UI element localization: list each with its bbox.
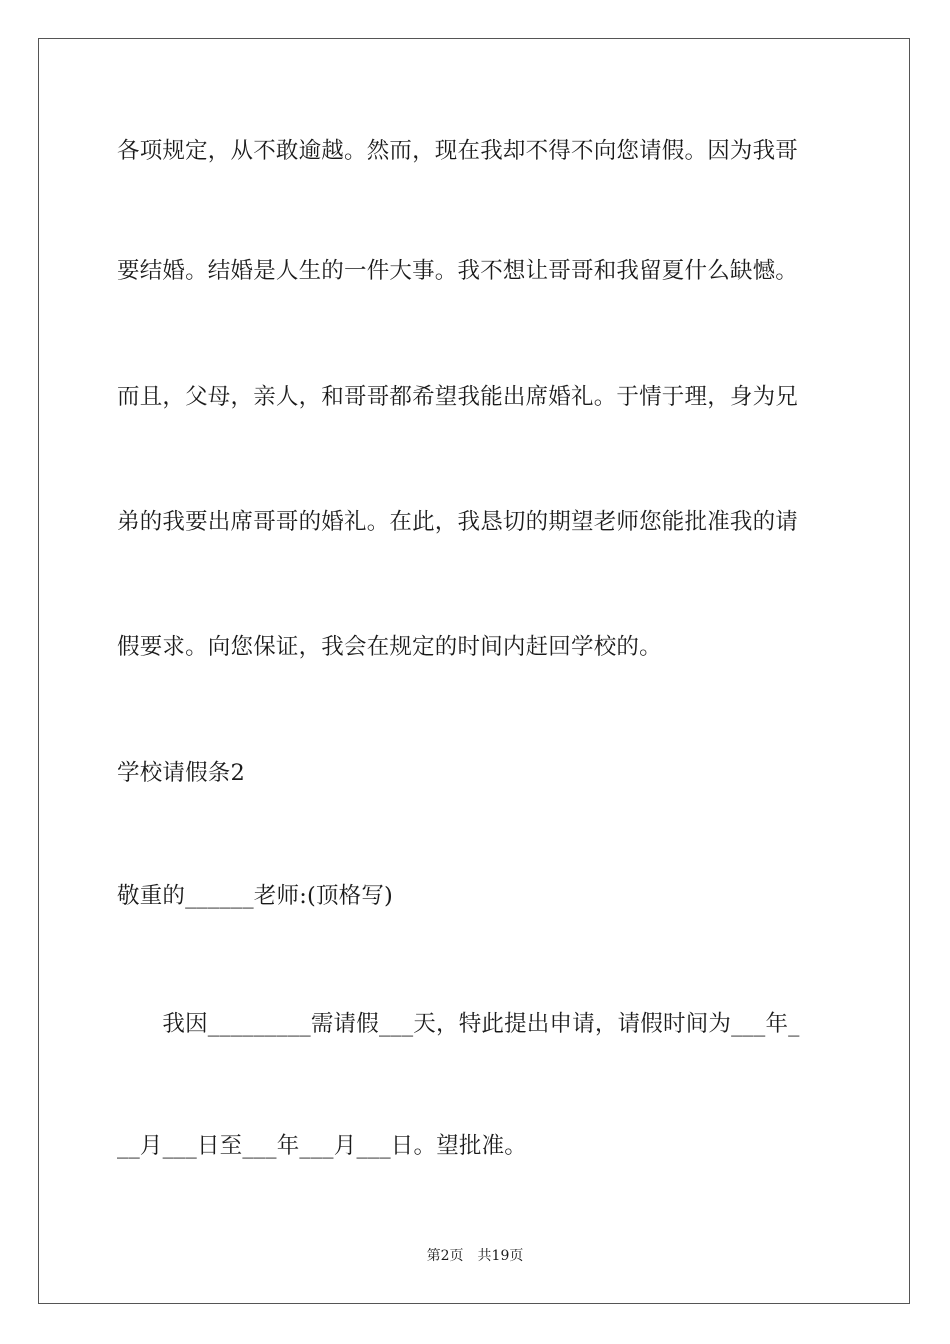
body-line-1: 各项规定，从不敢逾越。然而，现在我却不得不向您请假。因为我哥: [117, 138, 799, 164]
body-line-2: 要结婚。结婚是人生的一件大事。我不想让哥哥和我留夏什么缺憾。: [117, 258, 799, 284]
request-line-1: 我因_________需请假___天，特此提出申请，请假时间为___年_: [117, 1011, 800, 1037]
salutation-line: 敬重的______老师:(顶格写): [117, 883, 394, 909]
request-line-2: __月___日至___年___月___日。望批准。: [117, 1133, 528, 1159]
section-heading: 学校请假条2: [117, 760, 246, 786]
body-line-3: 而且，父母，亲人，和哥哥都希望我能出席婚礼。于情于理，身为兄: [117, 384, 799, 410]
page-frame: [38, 38, 910, 1304]
page-number-footer: 第2页 共19页: [426, 1248, 524, 1264]
body-line-4: 弟的我要出席哥哥的婚礼。在此，我恳切的期望老师您能批准我的请: [117, 509, 799, 535]
body-line-5: 假要求。向您保证，我会在规定的时间内赶回学校的。: [117, 634, 662, 660]
